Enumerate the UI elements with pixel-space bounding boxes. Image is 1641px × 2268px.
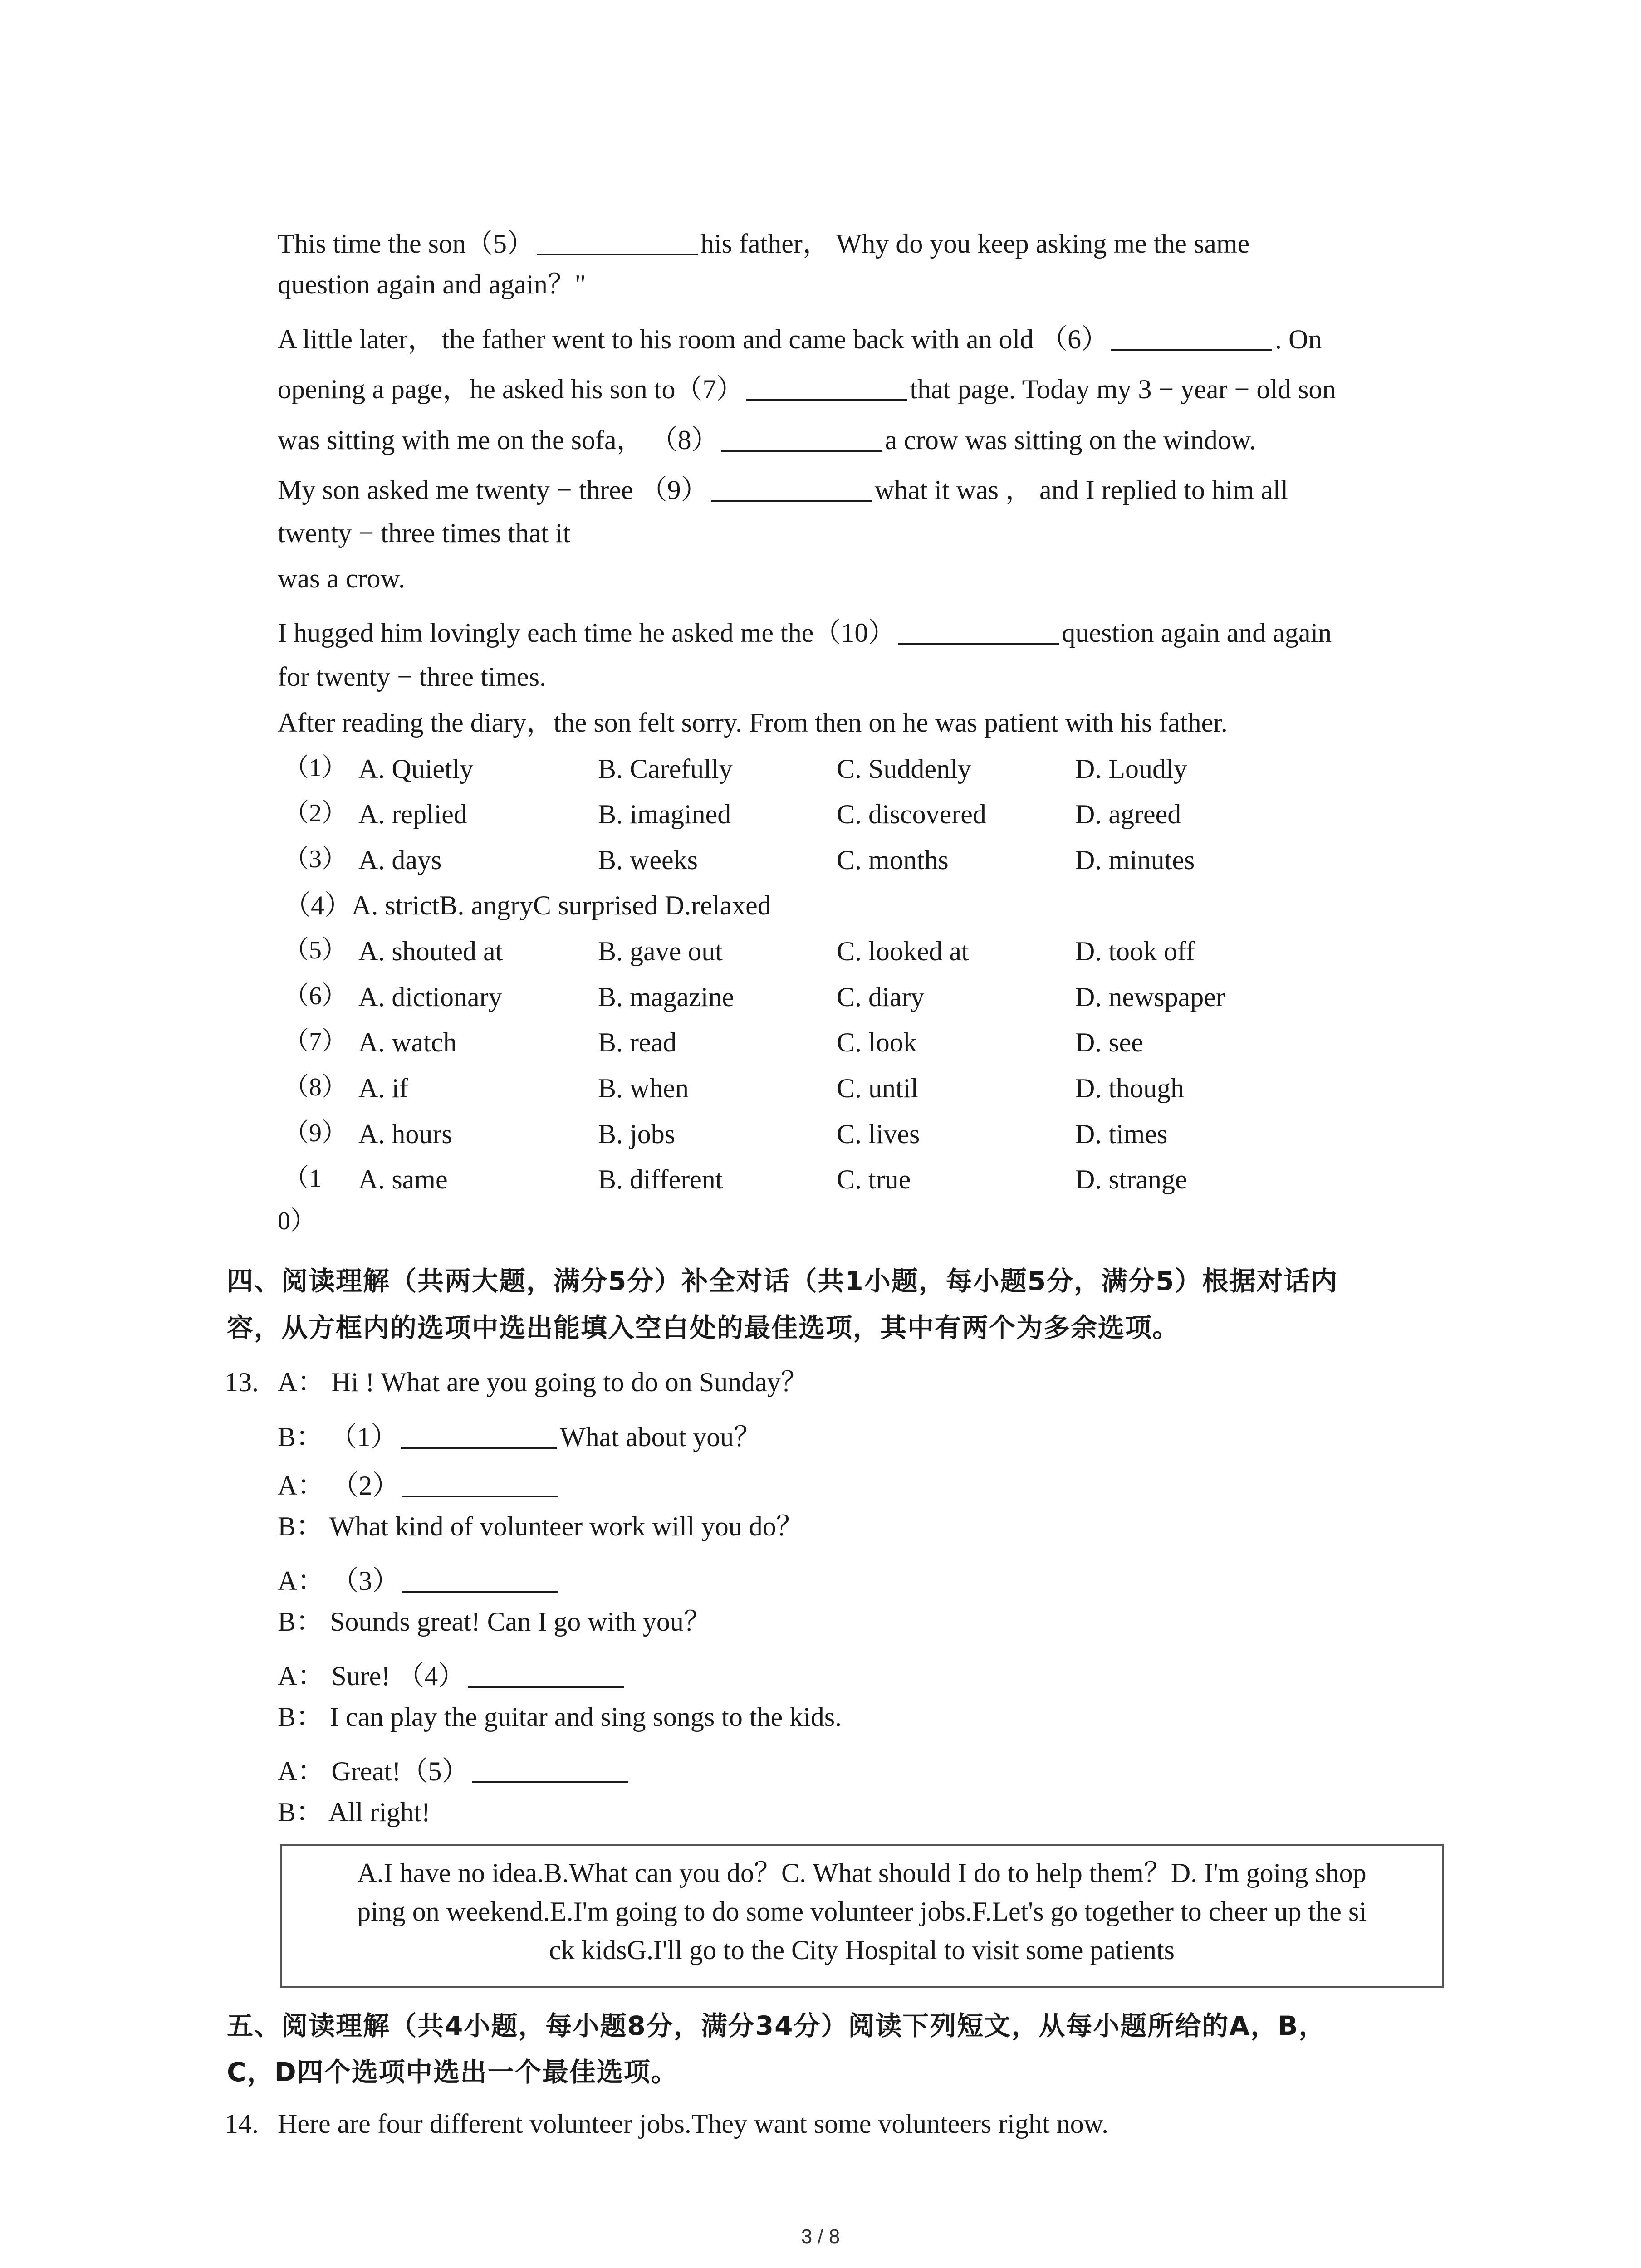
option-d[interactable]: D. strange bbox=[1075, 1164, 1187, 1194]
option-a[interactable]: A. hours bbox=[358, 1119, 452, 1149]
passage-text: was sitting with me on the sofa， （8） bbox=[278, 425, 719, 455]
option-b[interactable]: B. read bbox=[598, 1027, 677, 1057]
passage-line: for twenty − three times. bbox=[278, 662, 547, 692]
dialog-line bbox=[278, 1419, 761, 1451]
passage-line: twenty − three times that it bbox=[278, 518, 571, 548]
option-number: （5） bbox=[284, 936, 347, 964]
option-b[interactable]: B. imagined bbox=[598, 799, 731, 829]
option-b[interactable]: B. Carefully bbox=[598, 754, 733, 784]
option-d[interactable]: D. Loudly bbox=[1075, 754, 1187, 784]
option-a[interactable]: A. Quietly bbox=[358, 754, 474, 784]
dialog-blank-5[interactable] bbox=[472, 1753, 628, 1783]
dialog-text: A： Great!（5） bbox=[278, 1756, 469, 1786]
dialog-text: B： （1） bbox=[278, 1422, 398, 1452]
option-b[interactable]: B. weeks bbox=[598, 845, 698, 875]
passage-text: his father， Why do you keep asking me the same bbox=[700, 229, 1250, 259]
question-number: 14. bbox=[225, 2109, 259, 2139]
option-c[interactable]: C. Suddenly bbox=[837, 754, 971, 784]
dialog-text: A： （3） bbox=[278, 1566, 400, 1596]
option-c[interactable]: C. discovered bbox=[837, 799, 986, 829]
passage-line bbox=[278, 321, 1322, 353]
option-number: 0） bbox=[278, 1207, 316, 1235]
question-text: Here are four different volunteer jobs.They want some volunteers right now. bbox=[278, 2109, 1109, 2139]
dialog-blank-4[interactable] bbox=[468, 1658, 624, 1688]
dialog-line: B： What kind of volunteer work will you do？ bbox=[278, 1511, 803, 1541]
dialog-line bbox=[278, 1563, 561, 1594]
option-c[interactable]: C. lives bbox=[837, 1119, 920, 1149]
option-a[interactable]: A. replied bbox=[358, 799, 467, 829]
option-a[interactable]: A. same bbox=[358, 1164, 448, 1194]
passage-line bbox=[278, 422, 1256, 454]
passage-line bbox=[278, 225, 1249, 257]
passage-text: I hugged him lovingly each time he asked me the（10） bbox=[278, 618, 896, 648]
passage-line bbox=[278, 615, 1332, 646]
dialog-text: What about you？ bbox=[560, 1422, 761, 1452]
passage-line bbox=[278, 472, 1288, 503]
option-number: （8） bbox=[284, 1073, 347, 1101]
option-c[interactable]: C. until bbox=[837, 1073, 919, 1103]
option-number: （1 bbox=[284, 1164, 322, 1193]
option-a[interactable]: A. if bbox=[358, 1073, 408, 1103]
option-number: （7） bbox=[284, 1027, 347, 1056]
option-number: （2） bbox=[284, 799, 347, 827]
passage-text: that page. Today my 3 − year − old son bbox=[910, 374, 1336, 404]
option-a[interactable]: A. days bbox=[358, 845, 442, 875]
option-d[interactable]: D. see bbox=[1075, 1027, 1143, 1057]
dialog-line: B： All right! bbox=[278, 1797, 431, 1827]
question-number: 13. bbox=[225, 1367, 259, 1397]
passage-text: This time the son（5） bbox=[278, 229, 534, 259]
option-d[interactable]: D. times bbox=[1075, 1119, 1168, 1149]
answer-blank-5[interactable] bbox=[537, 225, 698, 255]
passage-line bbox=[278, 371, 1336, 403]
option-row-4[interactable]: （4）A. strictB. angryC surprised D.relaxed bbox=[284, 890, 771, 920]
option-number: （6） bbox=[284, 982, 347, 1010]
option-c[interactable]: C. looked at bbox=[837, 936, 969, 966]
options-box bbox=[280, 1844, 1444, 1988]
dialog-blank-3[interactable] bbox=[402, 1563, 558, 1593]
section-heading: 四、阅读理解（共两大题，满分5分）补全对话（共1小题，每小题5分，满分5）根据对话内 bbox=[227, 1266, 1338, 1296]
passage-text: what it was ， and I replied to him all bbox=[874, 475, 1288, 505]
passage-text: question again and again bbox=[1062, 618, 1332, 648]
option-d[interactable]: D. took off bbox=[1075, 936, 1195, 966]
section-heading: C，D四个选项中选出一个最佳选项。 bbox=[227, 2057, 678, 2087]
option-d[interactable]: D. newspaper bbox=[1075, 982, 1225, 1012]
passage-line: was a crow. bbox=[278, 563, 405, 593]
dialog-line bbox=[278, 1467, 561, 1499]
option-c[interactable]: C. true bbox=[837, 1164, 911, 1194]
answer-blank-7[interactable] bbox=[746, 371, 907, 401]
option-number: （3） bbox=[284, 845, 347, 873]
dialog-line: A： Hi ! What are you going to do on Sunday？ bbox=[278, 1367, 808, 1397]
option-b[interactable]: B. gave out bbox=[598, 936, 723, 966]
box-line: ck kidsG.I'll go to the City Hospital to visit some patients bbox=[549, 1935, 1175, 1965]
option-c[interactable]: C. look bbox=[837, 1027, 917, 1057]
dialog-line: B： Sounds great! Can I go with you？ bbox=[278, 1607, 711, 1637]
answer-blank-8[interactable] bbox=[721, 422, 882, 452]
option-a[interactable]: A. shouted at bbox=[358, 936, 503, 966]
passage-text: A little later， the father went to his room and came back with an old （6） bbox=[278, 324, 1109, 354]
dialog-line bbox=[278, 1658, 627, 1690]
option-b[interactable]: B. jobs bbox=[598, 1119, 676, 1149]
dialog-line: B： I can play the guitar and sing songs to the kids. bbox=[278, 1702, 842, 1732]
passage-line: question again and again？" bbox=[278, 269, 586, 299]
section-heading: 容，从方框内的选项中选出能填入空白处的最佳选项，其中有两个为多余选项。 bbox=[227, 1312, 1180, 1343]
box-line: ping on weekend.E.I'm going to do some volunteer jobs.F.Let's go together to cheer up the si bbox=[357, 1897, 1367, 1926]
dialog-blank-2[interactable] bbox=[402, 1467, 558, 1497]
option-number: （9） bbox=[284, 1119, 347, 1147]
answer-blank-6[interactable] bbox=[1111, 321, 1272, 351]
passage-text: a crow was sitting on the window. bbox=[885, 425, 1256, 455]
passage-text: opening a page，he asked his son to（7） bbox=[278, 374, 744, 404]
option-number: （1） bbox=[284, 754, 347, 782]
dialog-text: A： （2） bbox=[278, 1471, 400, 1501]
passage-text: My son asked me twenty − three （9） bbox=[278, 475, 708, 505]
box-line: A.I have no idea.B.What can you do？C. What should I do to help them？D. I'm going shop bbox=[357, 1858, 1367, 1888]
option-c[interactable]: C. diary bbox=[837, 982, 925, 1012]
dialog-text: A： Sure! （4） bbox=[278, 1661, 465, 1691]
answer-blank-10[interactable] bbox=[898, 615, 1059, 645]
passage-text: . On bbox=[1275, 324, 1322, 354]
option-d[interactable]: D. though bbox=[1075, 1073, 1184, 1103]
option-c[interactable]: C. months bbox=[837, 845, 949, 875]
dialog-blank-1[interactable] bbox=[401, 1419, 557, 1449]
answer-blank-9[interactable] bbox=[711, 472, 872, 502]
option-b[interactable]: B. different bbox=[598, 1164, 723, 1194]
dialog-line bbox=[278, 1753, 631, 1785]
page-number: 3 / 8 bbox=[801, 2225, 840, 2248]
option-b[interactable]: B. when bbox=[598, 1073, 689, 1103]
passage-line: After reading the diary，the son felt sorry. From then on he was patient with his father. bbox=[278, 708, 1228, 738]
option-d[interactable]: D. minutes bbox=[1075, 845, 1195, 875]
option-a[interactable]: A. dictionary bbox=[358, 982, 502, 1012]
option-b[interactable]: B. magazine bbox=[598, 982, 734, 1012]
option-a[interactable]: A. watch bbox=[358, 1027, 457, 1057]
section-heading: 五、阅读理解（共4小题，每小题8分，满分34分）阅读下列短文，从每小题所给的A，B， bbox=[227, 2010, 1326, 2041]
option-d[interactable]: D. agreed bbox=[1075, 799, 1181, 829]
